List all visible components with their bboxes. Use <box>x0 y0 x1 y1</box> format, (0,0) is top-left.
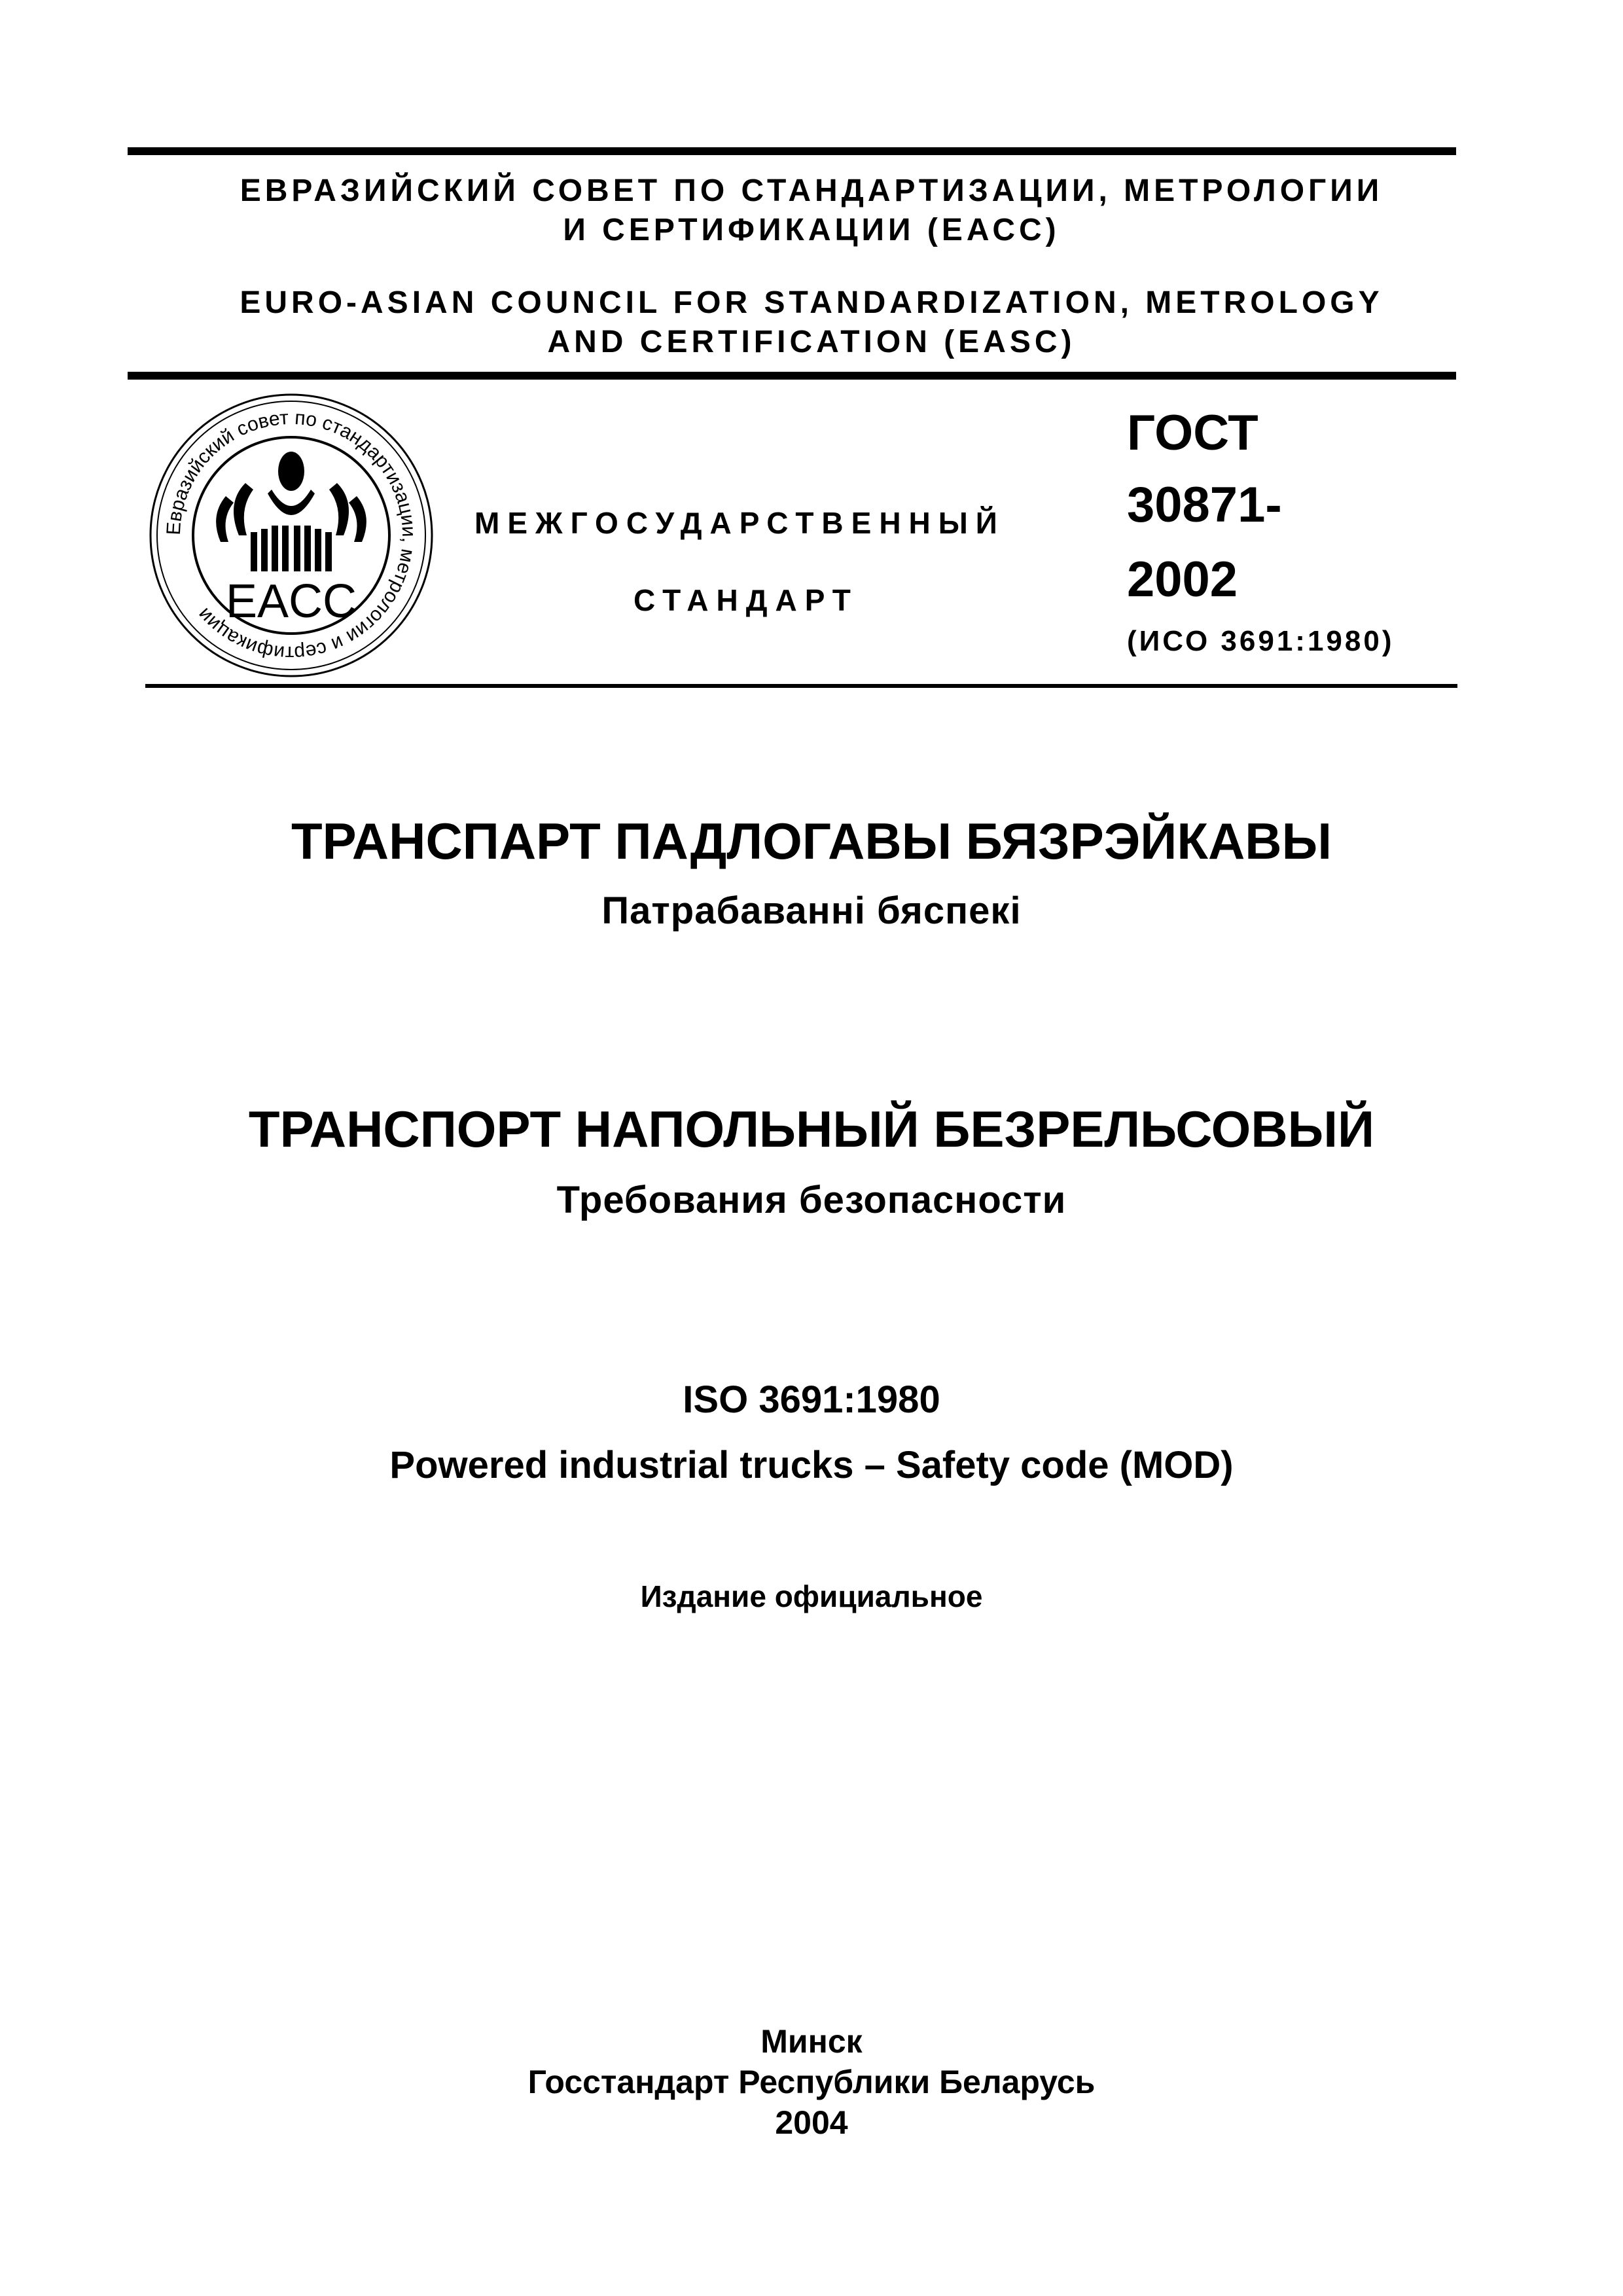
council-en-line2: AND CERTIFICATION (EASC) <box>547 325 1076 359</box>
seal-ring-text: Евразийский совет по стандартизации, метрологии и сертификации <box>162 406 420 664</box>
gost-label: ГОСТ <box>1127 405 1258 461</box>
easc-seal-logo <box>147 391 435 679</box>
title-by: ТРАНСПАРТ ПАДЛОГАВЫ БЯЗРЭЙКАВЫ <box>291 812 1332 870</box>
title-ru: ТРАНСПОРТ НАПОЛЬНЫЙ БЕЗРЕЛЬСОВЫЙ <box>248 1100 1375 1158</box>
middle-rule <box>128 372 1456 380</box>
council-en-line1: EURO-ASIAN COUNCIL FOR STANDARDIZATION, METROLOGY <box>240 285 1383 320</box>
gost-year: 2002 <box>1127 552 1238 607</box>
footer-publisher: Госстандарт Республики Беларусь <box>527 2064 1096 2100</box>
gost-number: 30871- <box>1127 477 1282 533</box>
top-rule <box>128 147 1456 155</box>
seal-emblem-icon <box>216 452 366 571</box>
header-bottom-rule <box>145 684 1457 688</box>
footer-year: 2004 <box>775 2104 848 2141</box>
iso-title: Powered industrial trucks – Safety code (MOD) <box>389 1444 1234 1486</box>
council-name-ru <box>0 171 1623 250</box>
subtitle-by: Патрабаванні бяспекі <box>601 889 1022 932</box>
edition-label: Издание официальное <box>640 1579 983 1613</box>
council-ru-line2: И СЕРТИФИКАЦИИ (ЕАСС) <box>563 213 1060 247</box>
council-ru-line1: ЕВРАЗИЙСКИЙ СОВЕТ ПО СТАНДАРТИЗАЦИИ, МЕТРОЛОГИИ <box>240 173 1383 208</box>
iso-code: ISO 3691:1980 <box>683 1378 940 1421</box>
standard-type-line1: МЕЖГОСУДАРСТВЕННЫЙ <box>474 506 1005 540</box>
seal-abbr: EACC <box>225 575 357 628</box>
standard-type-line2: СТАНДАРТ <box>633 583 859 617</box>
iso-reference: (ИСО 3691:1980) <box>1127 625 1395 657</box>
council-name-en <box>0 283 1623 362</box>
footer-city: Минск <box>760 2023 863 2060</box>
subtitle-ru: Требования безопасности <box>556 1179 1067 1221</box>
